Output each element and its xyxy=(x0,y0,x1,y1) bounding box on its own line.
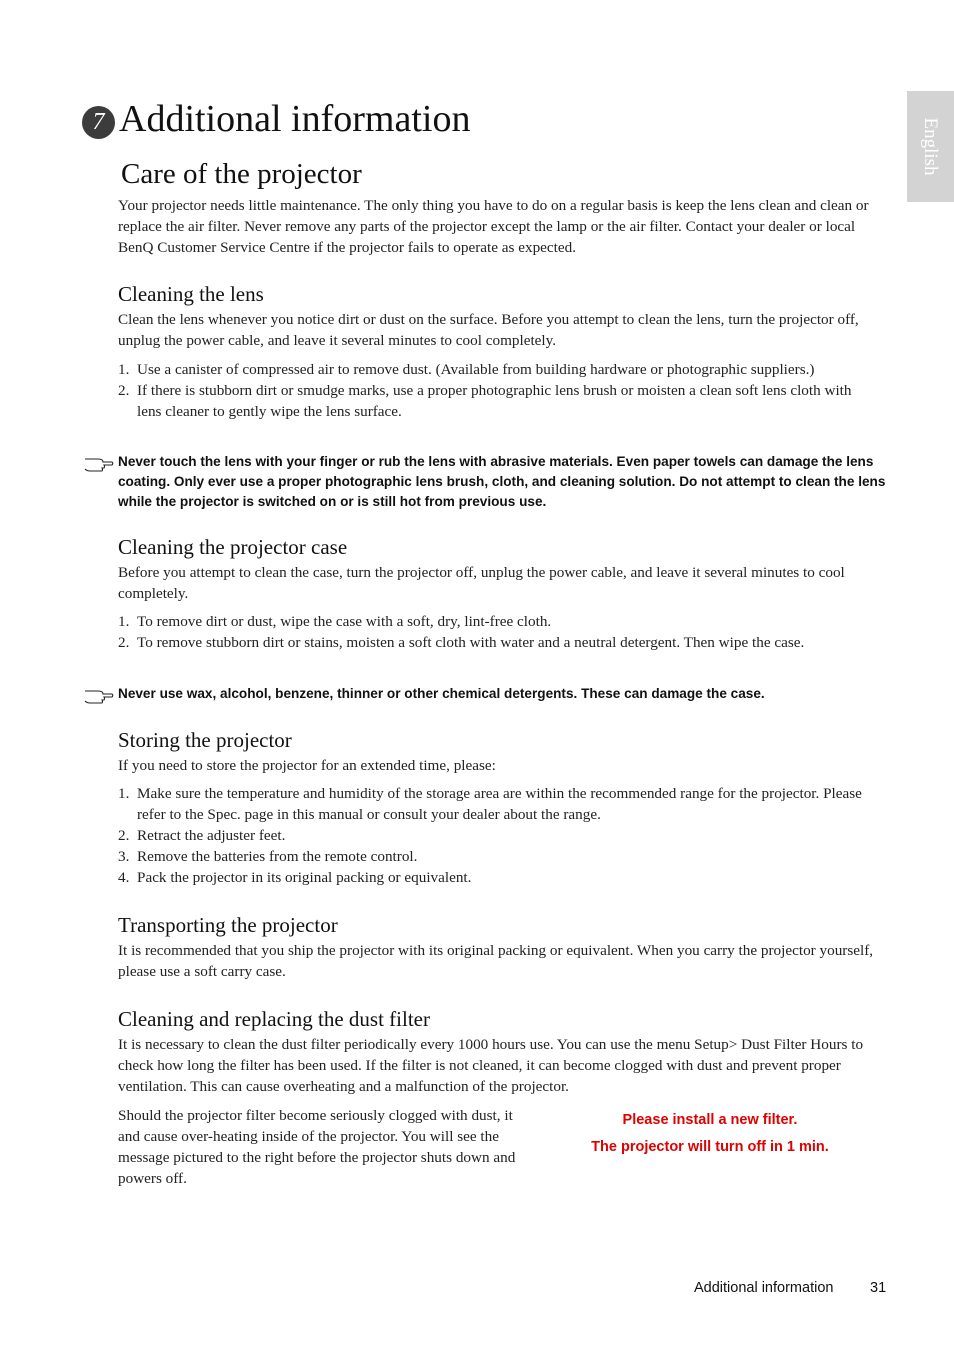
lens-steps xyxy=(118,359,878,422)
filter-paragraph: It is necessary to clean the dust filter periodically every 1000 hours use. You can use the menu Setup> Dust Filter Hours to check how long the filter has been used. If the filter is not cleaned, it can become clogged with dust and prevent proper ventilation. This can cause overheating and a malfunction of the projector. xyxy=(118,1036,864,1095)
lens-heading: Cleaning the lens xyxy=(118,282,264,306)
storing-heading: Storing the projector xyxy=(118,728,292,752)
page-number: 31 xyxy=(870,1280,887,1296)
chapter-number-icon: 7 xyxy=(82,106,115,139)
filter-warning-line-2: The projector will turn off in 1 min. xyxy=(591,1139,829,1155)
storing-paragraph: If you need to store the projector for an extended time, please: xyxy=(118,757,496,774)
case-paragraph: Before you attempt to clean the case, turn the projector off, unplug the power cable, and leave it several minutes to cool completely. xyxy=(118,564,845,602)
language-tab-label: English xyxy=(920,117,941,176)
lens-paragraph: Clean the lens whenever you notice dirt or dust on the surface. Before you attempt to clean the lens, turn the projector off, unplug the power cable, and leave it several minutes to cool completely. xyxy=(118,311,859,349)
transporting-paragraph: It is recommended that you ship the projector with its original packing or equivalent. When you carry the projector yourself, please use a soft carry case. xyxy=(118,942,874,980)
menu-path: Setup> Dust Filter Hours xyxy=(694,1036,848,1053)
list-item: 2. Retract the adjuster feet. xyxy=(118,827,286,844)
case-heading: Cleaning the projector case xyxy=(118,535,348,559)
language-tab xyxy=(907,91,954,202)
lens-note: Never touch the lens with your finger or rub the lens with abrasive materials. Even paper towels can damage the lens coating. Only ever use a proper photographic lens brush, cloth, and cleaning solution. Do not attempt to clean the lens while the projector is switched on or is still hot from previous use. xyxy=(118,454,886,509)
storing-steps xyxy=(118,783,878,888)
list-item: 1. Use a canister of compressed air to remove dust. (Available from building hardware or photographic suppliers.) xyxy=(118,361,815,378)
transporting-heading: Transporting the projector xyxy=(118,913,338,937)
case-note: Never use wax, alcohol, benzene, thinner or other chemical detergents. These can damage the case. xyxy=(118,686,765,701)
section-title: Care of the projector xyxy=(121,158,362,190)
list-item: 1. Make sure the temperature and humidity of the storage area are within the recommended range for the projector. Please refer to the Spec. page in this manual or consult your dealer about the range. xyxy=(118,785,862,823)
list-item: 4. Pack the projector in its original packing or equivalent. xyxy=(118,869,472,886)
footer-label: Additional information xyxy=(694,1280,834,1296)
pointing-hand-icon xyxy=(84,456,114,472)
pointing-hand-icon xyxy=(84,688,114,704)
list-item: 2. If there is stubborn dirt or smudge marks, use a proper photographic lens brush or moisten a clean soft lens cloth with lens cleaner to gently wipe the lens surface. xyxy=(118,382,852,420)
filter-warning-line-1: Please install a new filter. xyxy=(622,1112,798,1128)
filter-heading: Cleaning and replacing the dust filter xyxy=(118,1007,430,1031)
list-item: 2. To remove stubborn dirt or stains, moisten a soft cloth with water and a neutral detergent. Then wipe the case. xyxy=(118,634,805,651)
list-item: 1. To remove dirt or dust, wipe the case with a soft, dry, lint-free cloth. xyxy=(118,613,552,630)
chapter-title: Additional information xyxy=(119,98,471,140)
chapter-heading xyxy=(82,96,470,142)
intro-paragraph: Your projector needs little maintenance. The only thing you have to do on a regular basis is keep the lens clean and clean or replace the air filter. Never remove any parts of the projector except the lamp or the air filter. Contact your dealer or local BenQ Customer Service Centre if the projector fails to operate as expected. xyxy=(118,197,869,256)
list-item: 3. Remove the batteries from the remote control. xyxy=(118,848,418,865)
case-steps xyxy=(118,611,878,653)
filter-paragraph-2: Should the projector filter become seriously clogged with dust, it and cause over-heating inside of the projector. You will see the message pictured to the right before the projector shuts down and powers off. xyxy=(118,1107,516,1187)
